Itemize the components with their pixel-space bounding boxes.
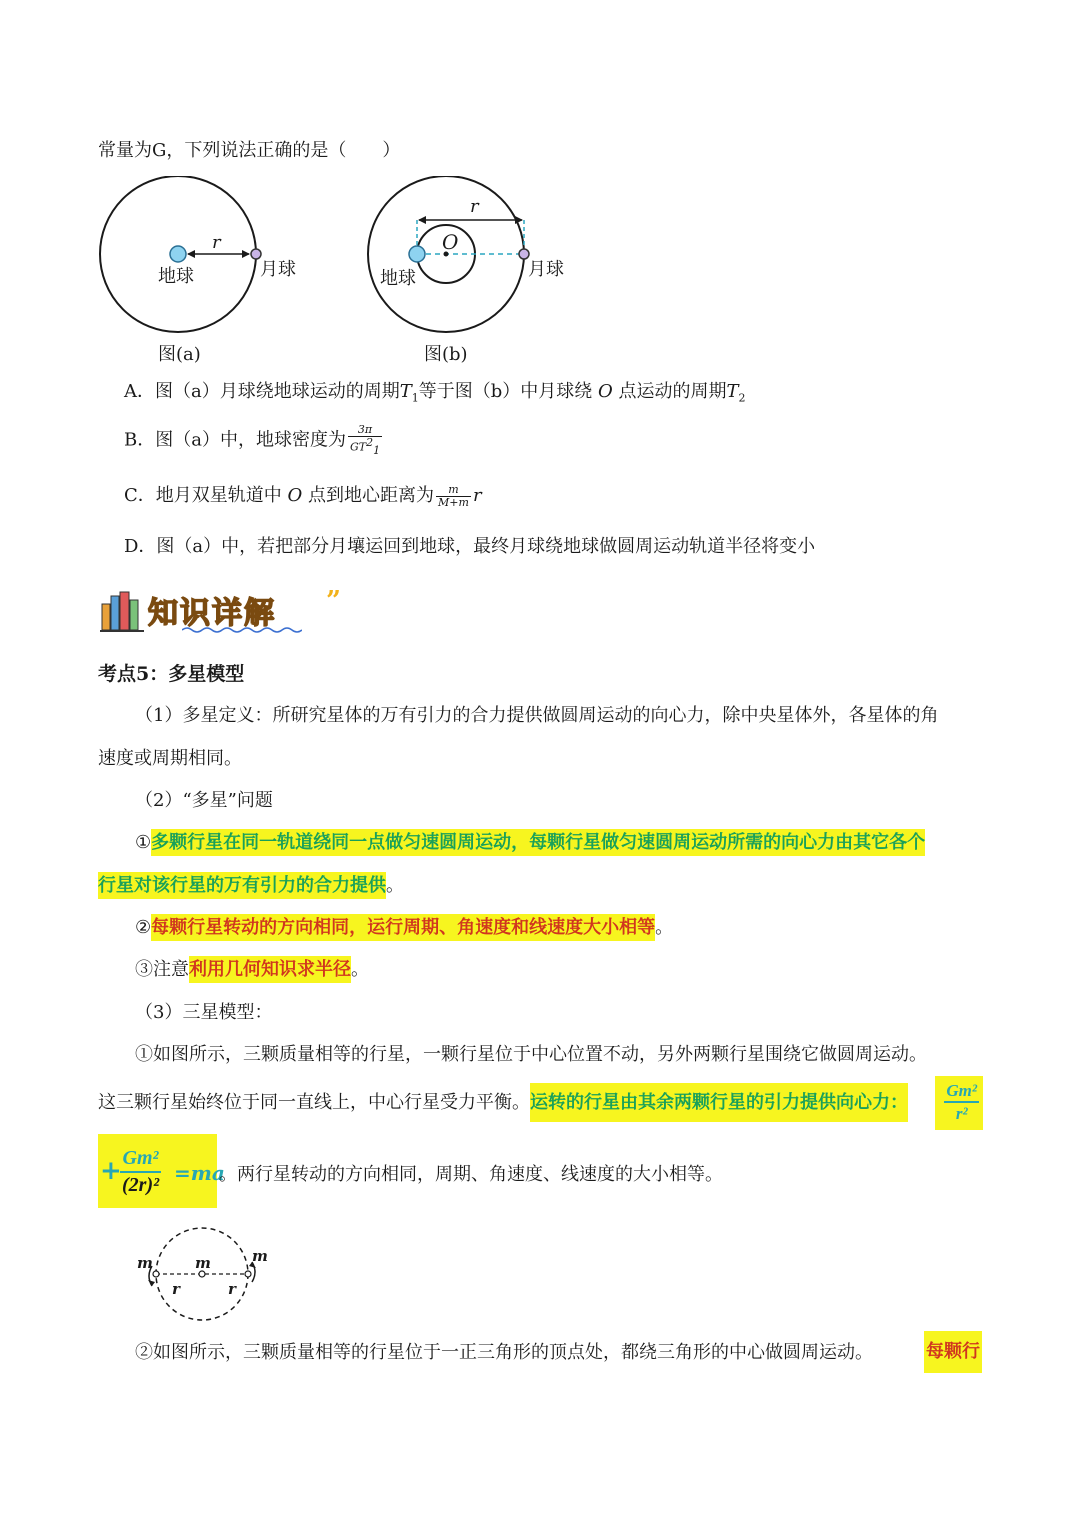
left-star-icon <box>153 1271 159 1277</box>
plus-sign: + <box>100 1156 122 1186</box>
caption-a: 图(a) <box>158 344 201 365</box>
formula-2-rhs: =ma <box>174 1161 225 1185</box>
right-star-mass: m <box>252 1247 268 1265</box>
three-star-figure <box>132 1224 282 1324</box>
center-star-mass: m <box>195 1254 211 1272</box>
radius-label-a: r <box>212 232 221 253</box>
three-star-line-2: 这三颗行星始终位于同一直线上，中心行星受力平衡。运转的行星由其余两颗行星的引力提供向心力： <box>98 1088 908 1118</box>
radius-label-b: r <box>470 196 479 217</box>
point-1-line-1: ①多颗行星在同一轨道绕同一点做匀速圆周运动，每颗行星做匀速圆周运动所需的向心力由其它各个 <box>135 828 925 858</box>
quote-mark-icon: ” <box>326 586 341 616</box>
point-1-line-2: 行星对该行星的万有引力的合力提供。 <box>98 871 404 901</box>
earth-icon <box>170 246 186 262</box>
point-2: ②每颗行星转动的方向相同，运行周期、角速度和线速度大小相等。 <box>135 913 673 943</box>
three-star-line-4: ②如图所示，三颗质量相等的行星位于一正三角形的顶点处，都绕三角形的中心做圆周运动。 <box>135 1342 873 1363</box>
formula-2-box <box>98 1134 225 1208</box>
three-star-line-1: ①如图所示，三颗质量相等的行星，一颗行星位于中心位置不动，另外两颗行星围绕它做圆周运动。 <box>135 1044 927 1065</box>
banner-title: 知识详解 <box>148 596 276 631</box>
option-c: C．地月双星轨道中 O 点到地心距离为 $\frac{m}{M+m}$ r <box>124 482 482 509</box>
earth-label-a: 地球 <box>158 266 194 287</box>
option-d: D．图（a）中，若把部分月壤运回到地球，最终月球绕地球做圆周运动轨道半径将变小 <box>124 536 816 557</box>
earth-label-b: 地球 <box>380 268 416 289</box>
formula-1-box <box>935 1076 983 1130</box>
definition-line-1: （1）多星定义：所研究星体的万有引力的合力提供做圆周运动的向心力，除中央星体外，各星体的角 <box>135 705 939 726</box>
definition-line-2: 速度或周期相同。 <box>98 748 242 769</box>
density-fraction: $\frac{3\pi}{GT^2_1}$ <box>349 423 381 457</box>
right-radius-label: r <box>228 1280 236 1298</box>
earth-icon <box>409 246 425 262</box>
point-3: ③注意利用几何知识求半径。 <box>135 955 369 985</box>
left-star-mass: m <box>137 1254 153 1272</box>
wavy-underline <box>182 626 302 634</box>
books-icon <box>100 588 146 632</box>
formula-1: $\frac{\text{Gm²}}{\text{r²}}$ <box>946 1081 977 1123</box>
multistar-heading: （2）“多星”问题 <box>135 790 273 811</box>
moon-label-a: 月球 <box>260 259 296 280</box>
question-stem: 常量为G，下列说法正确的是（ ） <box>98 140 401 161</box>
caption-b: 图(b) <box>424 344 468 365</box>
option-a: A．图（a）月球绕地球运动的周期$T_1$等于图（b）中月球绕 O 点运动的周期$T_2$ <box>124 381 746 405</box>
section-banner <box>100 586 340 636</box>
o-label-b: O <box>442 230 459 254</box>
moon-label-b: 月球 <box>528 259 564 280</box>
left-radius-label: r <box>172 1280 180 1298</box>
distance-fraction: $\frac{m}{M+m}$ <box>438 482 469 509</box>
option-b: B．图（a）中，地球密度为 $\frac{3\pi}{GT^2_1}$ <box>124 423 381 457</box>
three-star-line-3: 。两行星转动的方向相同，周期、角速度、线速度的大小相等。 <box>219 1164 723 1185</box>
continued-highlight: 每颗行 <box>924 1331 982 1373</box>
section-title: 考点5：多星模型 <box>98 663 245 685</box>
formula-2-fraction: $\frac{\text{Gm²}}{\text{(2r)²}}$ <box>122 1147 160 1196</box>
three-star-heading: （3）三星模型： <box>135 1002 273 1023</box>
right-star-icon <box>245 1271 251 1277</box>
